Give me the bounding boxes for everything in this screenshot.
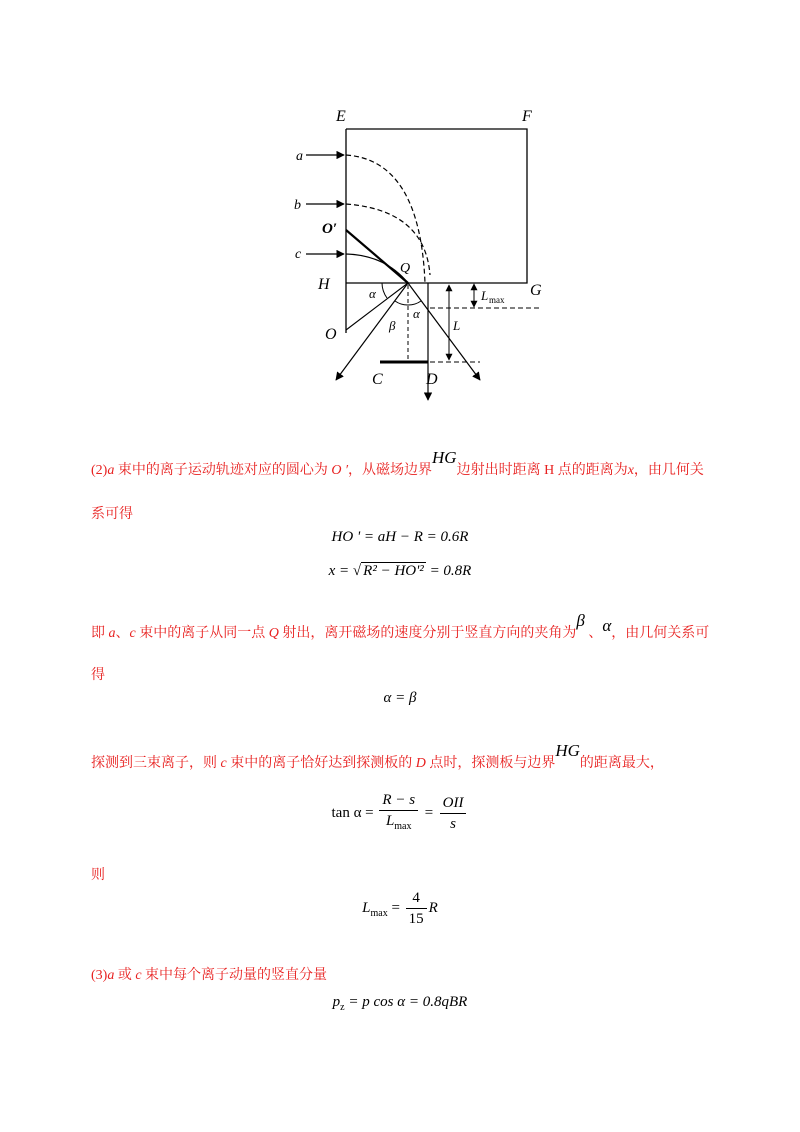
equation-ho-prime: HO ' = aH − R = 0.6R [331,529,469,545]
var-x: x [627,463,634,478]
part3-line: (3)a 或 c 束中每个离子动量的竖直分量 [91,968,328,983]
label-b: b [294,198,301,213]
equation-alpha-beta: α = β [383,690,417,706]
part2-line1: (2)a 束中的离子运动轨迹对应的圆心为 O ′，从磁场边界HG边射出时距离 H 点的距离为x，由几何关 [91,448,704,478]
label-lmax-sub: max [489,295,505,305]
equation-pz: $p_z = p$ cos α = 0.8qBR [332,994,468,1013]
var-alpha: α [602,616,612,635]
line-o-q [346,283,408,330]
equation-lmax: $L_{max}$ = $\frac{4}{15}$ R [362,890,438,927]
arc-c [346,254,411,283]
var-hg: HG [432,448,457,467]
equation-x: x = √ R² − HO'² = 0.8R [328,563,472,579]
angle-arc-alpha-right [408,301,421,305]
physics-diagram [0,0,800,420]
label-h: H [318,276,330,293]
angle-arc-beta [395,301,408,305]
var-a: a [107,463,115,478]
label-alpha-right: α [413,306,420,321]
label-q: Q [400,261,411,276]
para-ac-line2: 得 [91,668,105,683]
label-e: E [336,108,346,125]
label-g: G [530,282,542,299]
radicand: R² − HO'² [363,563,424,579]
label-o: O [325,326,337,343]
label-f: F [522,108,532,125]
label-beta: β [389,318,396,333]
field-box [346,129,527,283]
then-text: 则 [91,868,105,883]
label-lmax: L [481,288,489,303]
label-d: D [426,371,438,388]
label-o-prime: O′ [322,221,338,237]
equation-tan: tan α = $\frac{R - s}{L_{max}}$ = $\frac{\text{OII}}{s}$ [0,790,800,837]
radius-line [346,230,411,283]
angle-arc-alpha-left [382,283,387,298]
label-l: L [453,318,461,333]
label-c: c [295,247,302,262]
var-o-prime: O ′ [331,463,349,478]
label-a: a [296,149,303,164]
para-ac: 即 a、c 束中的离子从同一点 Q 射出，离开磁场的速度分别于竖直方向的夹角为β 、α，由几何关系可 [91,611,710,641]
part-number: (2) [91,463,108,478]
part2-line2: 系可得 [91,507,133,522]
label-c-plate: C [372,371,383,388]
para-detect: 探测到三束离子，则 c 束中的离子恰好达到探测板的 D 点时，探测板与边界HG的距离最大， [91,741,664,771]
var-beta: β [576,611,585,630]
label-alpha-left: α [369,286,376,301]
ray-right [408,283,480,380]
